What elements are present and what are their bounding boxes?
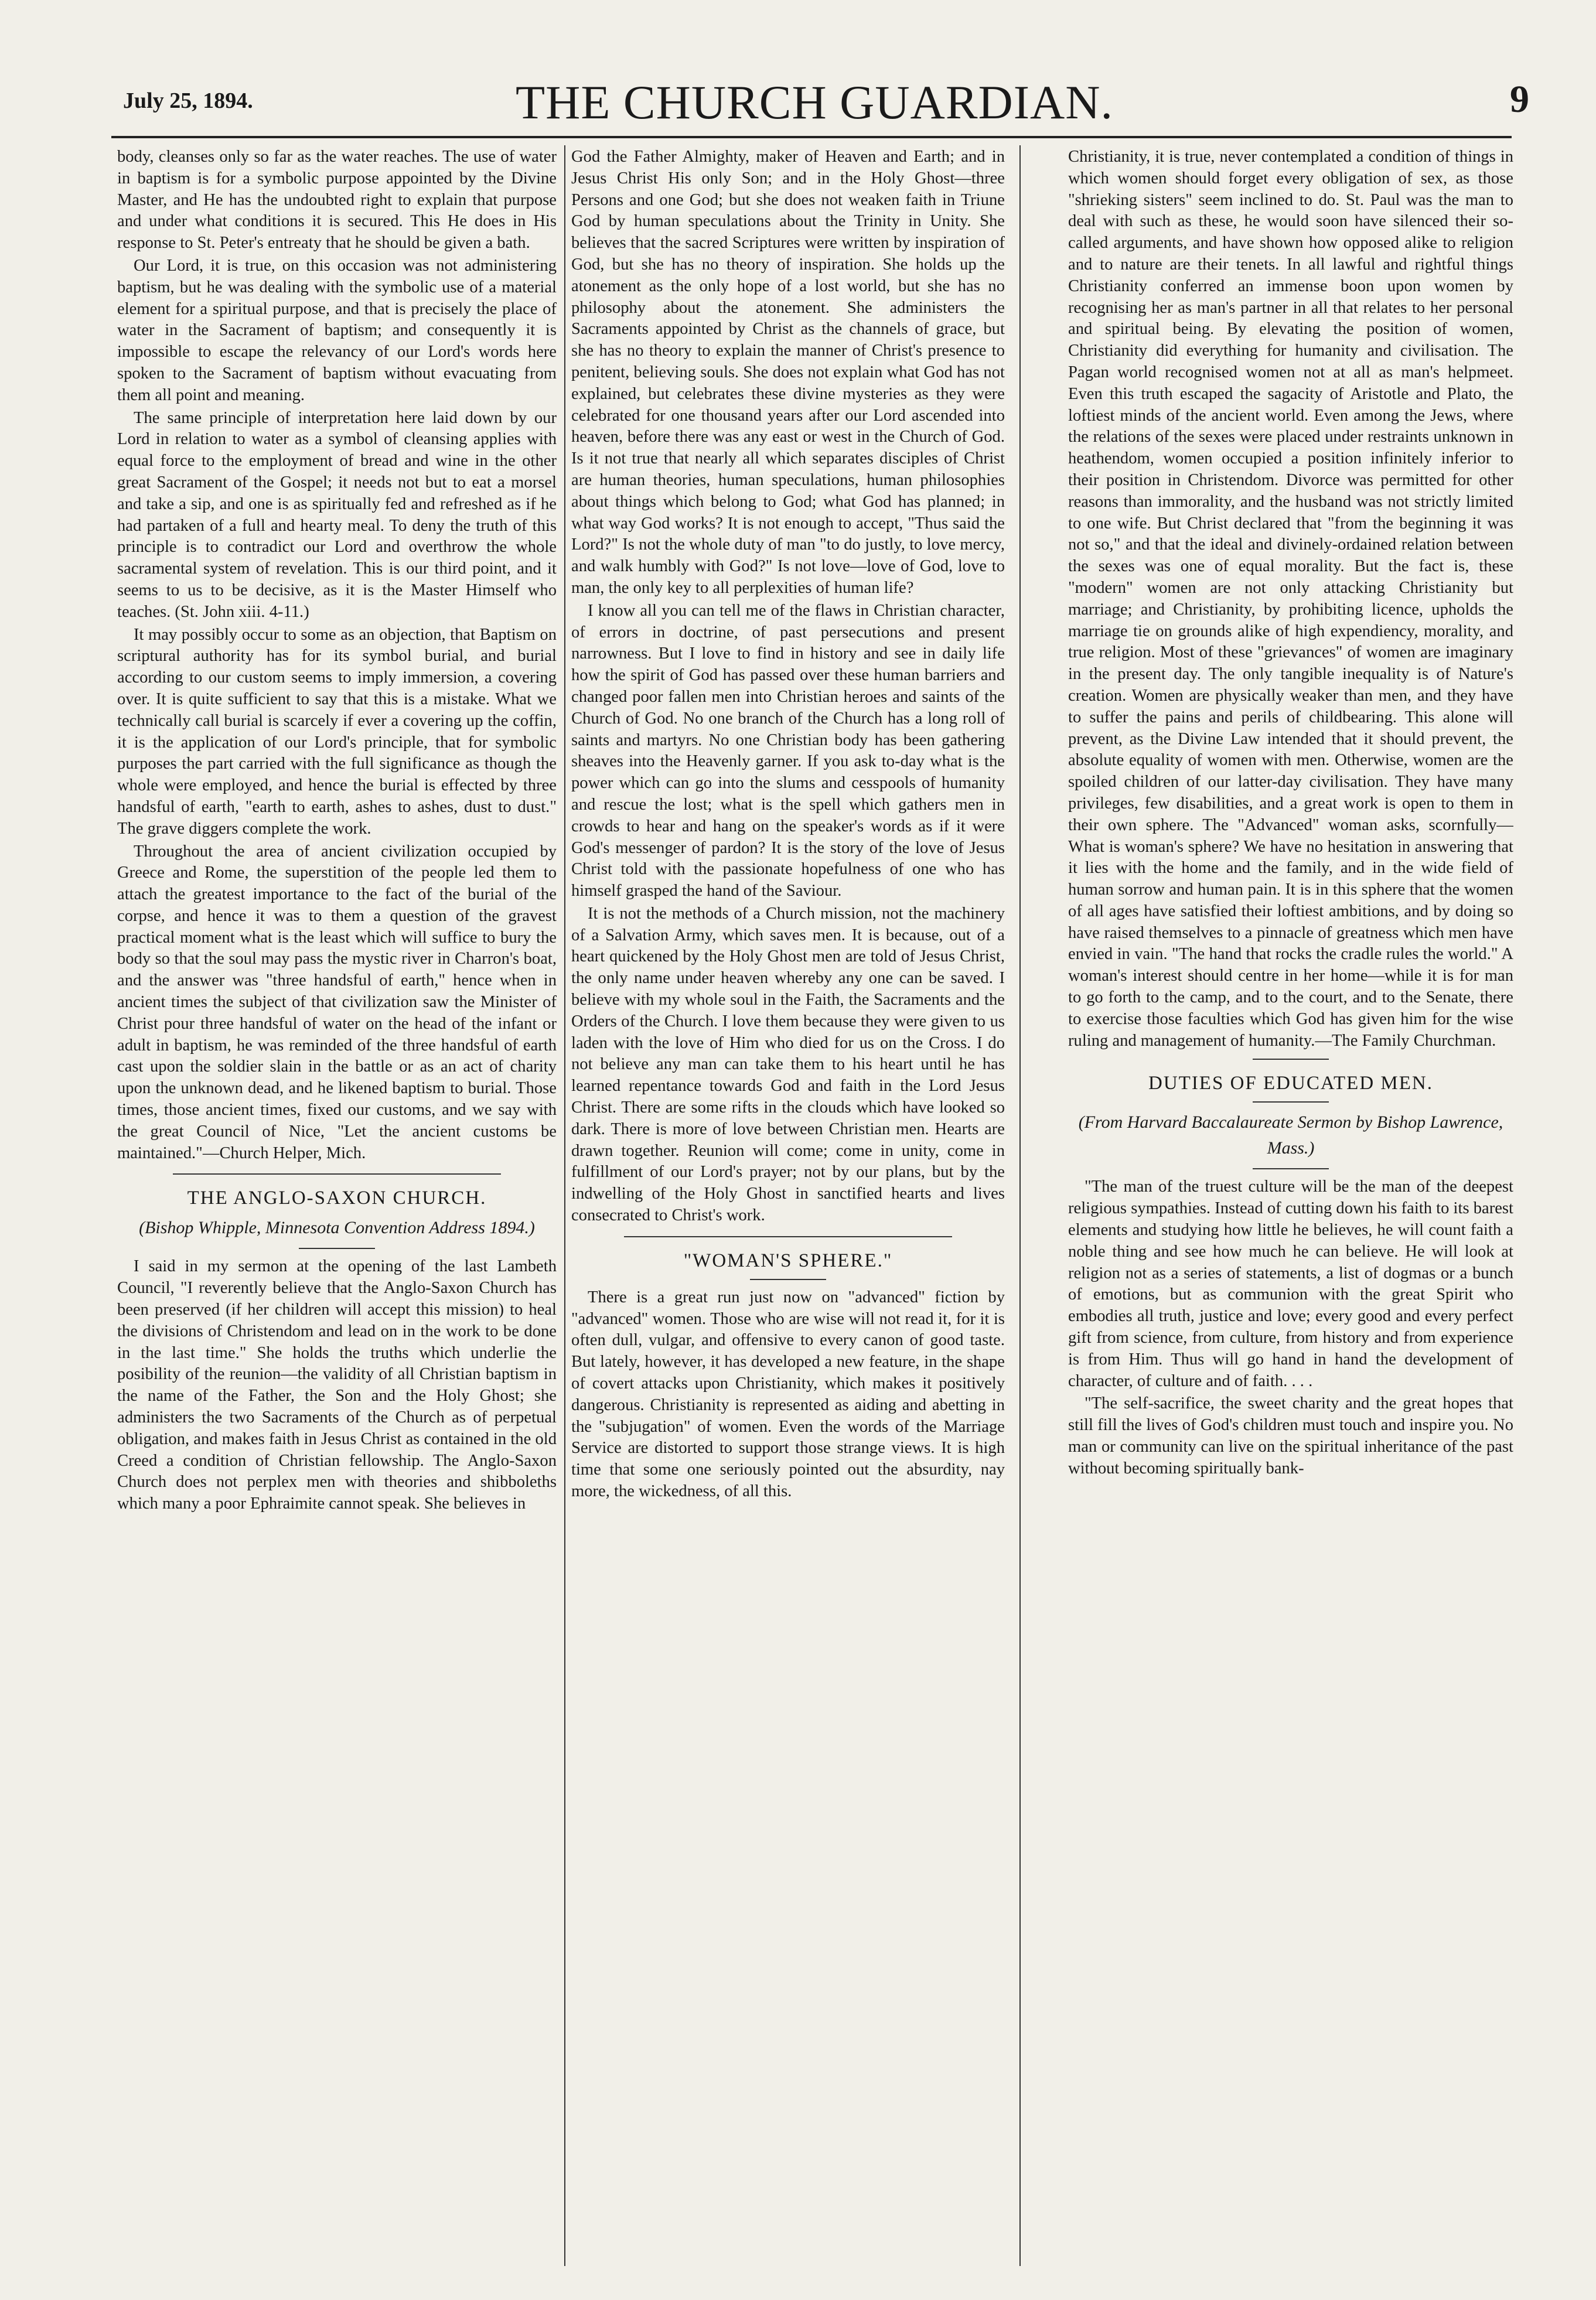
header-rule: [111, 136, 1512, 138]
article-heading: "WOMAN'S SPHERE.": [683, 1250, 893, 1271]
short-rule: [1253, 1101, 1329, 1103]
article-subheading: (Bishop Whipple, Minnesota Convention Address 1894.): [139, 1218, 535, 1238]
article-paragraph: There is a great run just now on "advanced" fiction by "advanced" women. Those who are wise will not read it, for it is often dull, vulgar, and offensive to every canon of good taste. But lately, however, it has developed a new feature, in the shape of covert attacks upon Christianity, which makes it positively dangerous. Christianity is represented as aiding and abetting in the "subjugation" of women. Even the words of the Marriage Service are distorted to support those strange views. It is high time that some one seriously pointed out the absurdity, nay more, the wickedness, of all this.: [571, 1288, 1005, 1501]
short-rule: [299, 1248, 375, 1249]
article-paragraph: I said in my sermon at the opening of the last Lambeth Council, "I reverently believe that the Anglo-Saxon Church has been preserved (if her children will accept this mission) to heal the divisions of Christendom and lead on in the work to be done in the last time." She holds the truths which underlie the posibility of the reunion—the validity of all Christian baptism in the name of the Father, the Son and the Holy Ghost; she administers the two Sacraments of the Church as of perpetual obligation, and makes faith in Jesus Christ as contained in the old Creed a condition of Christian fellowship. The Anglo-Saxon Church does not perplex men with theories and shibboleths which many a poor Ephraimite cannot speak. She believes in: [117, 1257, 557, 1513]
section-rule: [624, 1236, 952, 1237]
article-paragraph: The same principle of interpretation here laid down by our Lord in relation to water as a symbol of cleansing applies with equal force to the employment of bread and wine in the other great Sacrament of the Gospel; it needs not but to eat a morsel and take a sip, and one is as spiritually fed and refreshed as if he had partaken of a full and hearty meal. To deny the truth of this principle is to contradict our Lord and overthrow the whole sacramental system of revelation. This is our third point, and it seems to us to be decisive, as it is the Master Himself who teaches. (St. John xiii. 4-11.): [117, 408, 557, 621]
article-paragraph: God the Father Almighty, maker of Heaven and Earth; and in Jesus Christ His only Son; and in the Holy Ghost—three Persons and one God; but she does not weaken faith in Triune God by human speculations about the Trinity in Unity. She believes that the sacred Scriptures were written by inspiration of God, but she has no theory of inspiration. She holds up the atonement as the only hope of a lost world, but she has no philosophy about the atonement. She administers the Sacraments appointed by Christ as the channels of grace, but she has no theory to explain the manner of Christ's presence to penitent, believing souls. She does not explain what God has not explained, but celebrates these divine mysteries as they were celebrated for one thousand years after our Lord ascended into heaven, before there was any east or west in the Church of God. Is it not true that nearly all which separates disciples of Christ are human theories, human speculations, human philosophies about things which belong to God; what God has planned; in what way God works? It is not enough to accept, "Thus said the Lord?" Is not the whole duty of man "to do justly, to love mercy, and walk humbly with God?" Is not love—love of God, love to man, the only key to all perplexities of human life?: [571, 148, 1005, 597]
article-paragraph: Christianity, it is true, never contemplated a condition of things in which women should forget every obligation of sex, as those "shrieking sisters" seem inclined to do. St. Paul was the man to deal with such as these, he would soon have silenced their so-called arguments, and have shown how opposed alike to religion and to nature are their tenets. In all lawful and rightful things Christianity conferred an immense boon upon women by recognising her as man's partner in all that relates to her personal and spiritual being. By elevating the position of women, Christianity did everything for humanity and civilisation. The Pagan world recognised women not at all as man's helpmeet. Even this truth escaped the sagacity of Aristotle and Plato, the loftiest minds of the ancient world. Even among the Jews, where the relations of the sexes were placed under restraints unknown in heathendom, women occupied a position infinitely inferior to their position in Christendom. Divorce was permitted for other reasons than immorality, and the husband was not strictly limited to one wife. But Christ declared that "from the beginning it was not so," and that the ideal and divinely-ordained relation between the sexes was one of equal morality. But the fact is, these "modern" women are not only attacking Christianity but marriage; and Christianity, by prohibiting licence, upholds the marriage tie on grounds alike of high expendiency, morality, and true religion. Most of these "grievances" of women are imaginary in the present day. The only tangible inequality is of Nature's creation. Women are physically weaker than men, and they have to suffer the pains and perils of childbearing. This alone will prevent, as the Divine Law intended that it should prevent, the absolute equality of women with men. Otherwise, women are the spoiled children of our latter-day civilisation. They have many privileges, few disabilities, and a great work is open to them in their own sphere. The "Advanced" woman asks, scornfully—What is woman's sphere? We have no hesitation in answering that it lies with the home and the family, and in the wide field of human sorrow and human pain. It is in this sphere that the women of all ages have satisfied their loftiest ambitions, and by doing so have raised themselves to a pinnacle of greatness which men have envied in vain. "The hand that rocks the cradle rules the world." A woman's interest should centre in her home—while it is for man to go forth to the camp, and to the court, and to the Senate, there to exercise those faculties which God has given him for the wise ruling and management of humanity.—The Family Churchman.: [1068, 148, 1513, 1050]
column-2: [571, 146, 1005, 2244]
page-number: 9: [1510, 78, 1529, 121]
section-rule: [173, 1173, 501, 1175]
short-rule: [1253, 1168, 1329, 1169]
article-subheading: (From Harvard Baccalaureate Sermon by Bishop Lawrence, Mass.): [1078, 1113, 1503, 1158]
issue-date: July 25, 1894.: [123, 88, 253, 113]
column-divider: [564, 145, 565, 2266]
article-heading: THE ANGLO-SAXON CHURCH.: [187, 1187, 487, 1209]
column-3: [1068, 146, 1513, 2244]
article-paragraph: I know all you can tell me of the flaws in Christian character, of errors in doctrine, of past persecutions and present narrowness. But I love to find in history and see in daily life how the spirit of God has passed over these human barriers and changed poor fallen men into Christian heroes and saints of the Church of God. No one branch of the Church has a long roll of saints and martyrs. No one Christian body has been gathering sheaves into the Heavenly garner. If you ask to-day what is the power which can go into the slums and cesspools of humanity and rescue the lost; what is the spell which gathers men in crowds to hear and hang on the speaker's words as if it were God's messenger of pardon? It is the story of the love of Jesus Christ told with the passionate hopefulness of one who has himself grasped the hand of the Saviour.: [571, 601, 1005, 900]
column-divider: [1019, 145, 1021, 2266]
column-1: [117, 146, 557, 2244]
article-paragraph: It is not the methods of a Church mission, not the machinery of a Salvation Army, which saves men. It is because, out of a heart quickened by the Holy Ghost men are told of Jesus Christ, the only name under heaven whereby any one can be saved. I believe with my whole soul in the Faith, the Sacraments and the Orders of the Church. I love them because they were given to us laden with the love of Him who died for us on the Cross. I do not believe any man can take them to his heart until he has learned repentance towards God and faith in the Lord Jesus Christ. There are some rifts in the clouds which have looked so dark. There is more of love between Christian men. Hearts are drawn together. Reunion will come; come in unity, come in fulfillment of our Lord's prayer; not by our plans, but by the indwelling of the Holy Ghost in sanctified hearts and lives consecrated to Christ's work.: [571, 904, 1005, 1225]
article-paragraph: It may possibly occur to some as an objection, that Baptism on scriptural authority has for its symbol burial, and burial according to our custom seems to imply immersion, a covering over. It is quite sufficient to say that this is a mistake. What we technically call burial is scarcely if ever a covering up the coffin, it is the application of our Lord's principle, that for symbolic purposes the part carried with the full significance as though the whole were employed, and hence the burial is effected by three handsful of earth, "earth to earth, ashes to ashes, dust to dust." The grave diggers complete the work.: [117, 625, 557, 838]
short-rule: [1253, 1059, 1329, 1060]
article-paragraph: "The self-sacrifice, the sweet charity and the great hopes that still fill the lives of God's children must touch and inspire you. No man or community can live on the spiritual inheritance of the past without becoming spiritually bank-: [1068, 1394, 1513, 1477]
article-paragraph: Throughout the area of ancient civilization occupied by Greece and Rome, the superstition of the people led them to attach the greatest importance to the fact of the burial of the corpse, and hence it was to them a question of the gravest practical moment what is the least which will suffice to bury the body so that the soul may pass the mystic river in Charron's boat, and the answer was "three handsful of earth," hence when in ancient times the subject of that civilization saw the Minister of Christ pour three handsful of water on the head of the infant or adult in baptism, he was reminded of the three handsful of earth cast upon the soldier slain in the battle or as an act of charity upon the unknown dead, and he likened baptism to burial. Those times, those ancient times, fixed our customs, and we say with the great Council of Nice, "Let the ancient customs be maintained."—Church Helper, Mich.: [117, 842, 557, 1162]
article-paragraph: "The man of the truest culture will be the man of the deepest religious sympathies. Instead of cutting down his faith to its barest elements and studying how little he believes, he will count faith a noble thing and see how much he can believe. He will look at religion not as a series of statements, a list of dogmas or a bunch of emotions, but as communion with the great Spirit who embodies all truth, justice and love; every good and every perfect gift from science, from culture, from history and from experience is from Him. Thus will go hand in hand the development of character, of culture and of faith. . . .: [1068, 1178, 1513, 1390]
short-rule: [750, 1279, 826, 1280]
newspaper-title: THE CHURCH GUARDIAN.: [516, 76, 1113, 129]
article-paragraph: Our Lord, it is true, on this occasion was not administering baptism, but he was dealing with the symbolic use of a material element for a spiritual purpose, and that is precisely the place of water in the Sacrament of baptism; and consequently it is impossible to escape the relevancy of our Lord's words here spoken to the Sacrament of baptism without evacuating from them all point and meaning.: [117, 256, 557, 404]
masthead: [88, 75, 1541, 134]
article-paragraph: body, cleanses only so far as the water reaches. The use of water in baptism is for a symbolic purpose appointed by the Divine Master, and He has the undoubted right to explain that purpose and under what conditions it is secured. This He does in His response to St. Peter's entreaty that he should be given a bath.: [117, 148, 557, 252]
article-heading: DUTIES OF EDUCATED MEN.: [1148, 1073, 1433, 1094]
